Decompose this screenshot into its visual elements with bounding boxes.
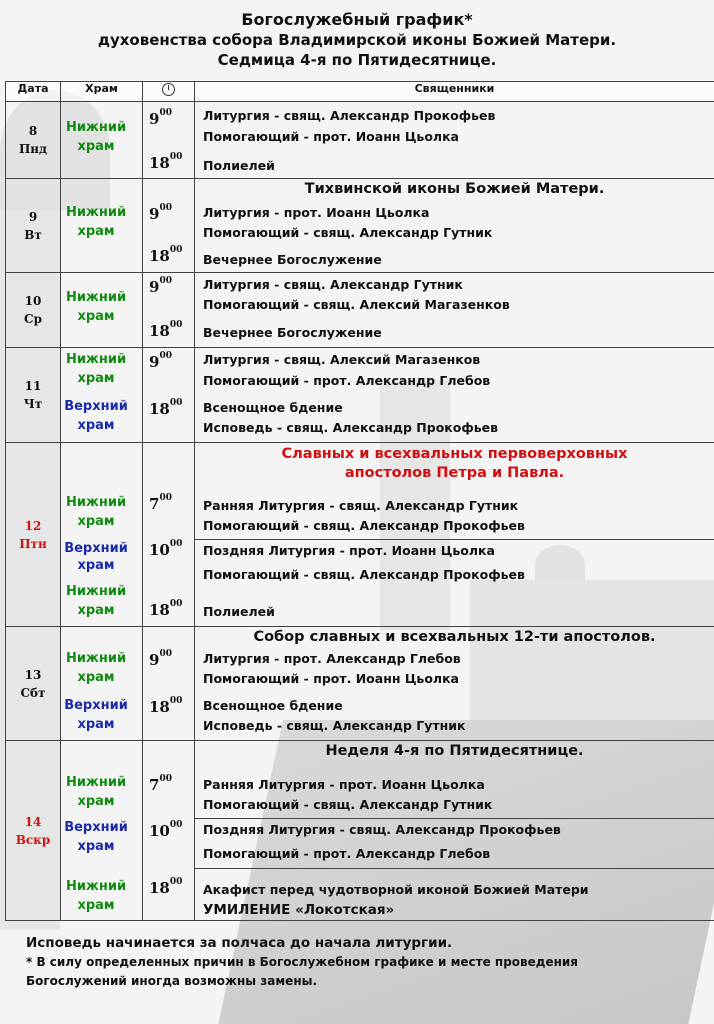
temple-upper: Верхний храм [64, 820, 128, 854]
service-time: $7^{00}$ [149, 774, 172, 794]
temple-cell [61, 273, 143, 348]
feast-title: Тихвинской иконы Божией Матери. [304, 181, 605, 197]
service-line: Поздняя Литургия - свящ. Александр Прокофьев [203, 822, 561, 837]
service-line: Помогающий - прот. Иоанн Цьолка [203, 671, 459, 686]
service-line: Литургия - свящ. Александр Гутник [203, 277, 463, 292]
weekday: Пнд [18, 142, 48, 156]
service-time: $9^{00}$ [149, 203, 172, 223]
service-line: Литургия - прот. Иоанн Цьолка [203, 205, 430, 220]
temple-cell [61, 102, 143, 179]
day-number: 12 [24, 518, 42, 533]
clergy-cell [195, 348, 714, 443]
schedule-table [5, 81, 714, 921]
service-line: Литургия - прот. Александр Глебов [203, 651, 461, 666]
time-cell [143, 102, 195, 179]
time-cell [143, 443, 195, 627]
service-line: Помогающий - прот. Александр Глебов [203, 373, 491, 388]
service-line: Исповедь - свящ. Александр Прокофьев [203, 420, 499, 435]
service-time: $18^{00}$ [149, 398, 183, 418]
day-number: 11 [24, 379, 42, 393]
date-cell [6, 627, 61, 741]
time-cell [143, 627, 195, 741]
title-line-1: Богослужебный график* [241, 10, 473, 29]
date-cell [6, 348, 61, 443]
footer-line-2: * В силу определенных причин в Богослужебном графике и месте проведения [26, 955, 578, 969]
service-time: $18^{00}$ [149, 696, 183, 716]
service-line: Помогающий - свящ. Александр Прокофьев [203, 567, 525, 582]
service-line: Вечернее Богослужение [203, 325, 382, 340]
divider [195, 818, 714, 819]
table-row [6, 179, 714, 273]
temple-lower: Нижний храм [65, 120, 127, 154]
feast-title: апостолов Петра и Павла. [344, 465, 565, 481]
temple-lower: Нижний храм [65, 584, 127, 618]
weekday: Птн [19, 536, 47, 551]
weekday: Вскр [15, 832, 51, 847]
temple-lower: Нижний храм [65, 651, 127, 685]
time-cell [143, 179, 195, 273]
service-time: $9^{00}$ [149, 108, 172, 128]
weekday: Сбт [20, 685, 46, 700]
service-line: Помогающий - свящ. Алексий Магазенков [203, 297, 510, 312]
service-time: $7^{00}$ [149, 493, 172, 513]
table-row [6, 348, 714, 443]
temple-cell [61, 741, 143, 921]
title-line-2: духовенства собора Владимирской иконы Божией Матери. [97, 31, 617, 49]
temple-upper: Верхний храм [64, 399, 128, 433]
service-line: Полиелей [203, 158, 275, 173]
service-line: Всенощное бдение [203, 698, 343, 713]
temple-lower: Нижний храм [65, 352, 127, 386]
date-cell [6, 741, 61, 921]
date-cell [6, 443, 61, 627]
divider [195, 539, 714, 540]
temple-cell [61, 443, 143, 627]
service-line: Помогающий - свящ. Александр Гутник [203, 225, 493, 240]
day-number: 10 [24, 294, 42, 308]
day-number: 14 [24, 814, 42, 829]
footer-notes [26, 933, 706, 991]
page-title [0, 0, 714, 70]
day-number: 13 [24, 667, 42, 682]
clergy-cell [195, 102, 714, 179]
col-clergy: Священники [195, 82, 714, 102]
temple-lower: Нижний храм [65, 879, 127, 913]
service-time: $18^{00}$ [149, 152, 183, 172]
temple-lower: Нижний храм [65, 495, 127, 529]
temple-cell [61, 348, 143, 443]
divider [195, 868, 714, 869]
service-line: Литургия - свящ. Алексий Магазенков [203, 352, 481, 367]
clergy-cell [195, 741, 714, 921]
service-line: Полиелей [203, 604, 275, 619]
table-row [6, 443, 714, 627]
service-time: $18^{00}$ [149, 877, 183, 897]
footer-line-3: Богослужений иногда возможны замены. [26, 974, 318, 988]
table-row [6, 741, 714, 921]
temple-lower: Нижний храм [65, 205, 127, 239]
service-line: Помогающий - прот. Александр Глебов [203, 846, 491, 861]
time-cell [143, 273, 195, 348]
feast-title: Собор славных и всехвальных 12-ти апостолов. [253, 629, 656, 645]
service-line: Всенощное бдение [203, 400, 343, 415]
service-time: $18^{00}$ [149, 245, 183, 265]
service-line: Ранняя Литургия - прот. Иоанн Цьолка [203, 777, 485, 792]
temple-upper: Верхний храм [64, 698, 128, 732]
clergy-cell [195, 273, 714, 348]
table-row [6, 627, 714, 741]
temple-upper: Верхний храм [64, 541, 128, 573]
service-line: Поздняя Литургия - прот. Иоанн Цьолка [203, 543, 495, 558]
col-temple: Храм [61, 82, 143, 102]
table-row [6, 273, 714, 348]
date-cell [6, 273, 61, 348]
time-cell [143, 348, 195, 443]
col-date: Дата [6, 82, 61, 102]
service-line: Помогающий - свящ. Александр Прокофьев [203, 518, 525, 533]
clock-icon [162, 83, 175, 96]
service-time: $10^{00}$ [149, 539, 183, 559]
service-time: $9^{00}$ [149, 351, 172, 371]
service-line: Акафист перед чудотворной иконой Божией Матери [203, 882, 589, 897]
temple-lower: Нижний храм [65, 775, 127, 809]
weekday: Вт [24, 227, 42, 242]
title-line-3: Седмица 4-я по Пятидесятнице. [217, 51, 497, 69]
footer-line-1: Исповедь начинается за полчаса до начала литургии. [26, 935, 453, 951]
service-line: УМИЛЕНИЕ «Локотская» [203, 902, 395, 918]
weekday: Чт [23, 397, 43, 411]
service-line: Помогающий - прот. Иоанн Цьолка [203, 129, 459, 144]
weekday: Ср [24, 312, 42, 326]
service-line: Исповедь - свящ. Александр Гутник [203, 718, 466, 733]
feast-title: Славных и всехвальных первоверховных [281, 446, 628, 462]
time-cell [143, 741, 195, 921]
service-line: Литургия - свящ. Александр Прокофьев [203, 108, 496, 123]
temple-lower: Нижний храм [65, 290, 127, 324]
service-time: $9^{00}$ [149, 649, 172, 669]
temple-cell [61, 627, 143, 741]
day-number: 8 [28, 124, 38, 138]
service-time: $18^{00}$ [149, 320, 183, 340]
col-time [143, 82, 195, 102]
clergy-cell [195, 627, 714, 741]
temple-cell [61, 179, 143, 273]
feast-title: Неделя 4-я по Пятидесятнице. [325, 743, 584, 759]
service-line: Ранняя Литургия - свящ. Александр Гутник [203, 498, 519, 513]
clergy-cell [195, 443, 714, 627]
table-header-row [6, 82, 714, 102]
date-cell [6, 102, 61, 179]
clergy-cell [195, 179, 714, 273]
service-time: $18^{00}$ [149, 599, 183, 619]
table-row [6, 102, 714, 179]
service-line: Помогающий - свящ. Александр Гутник [203, 797, 493, 812]
day-number: 9 [28, 209, 38, 224]
service-line: Вечернее Богослужение [203, 252, 382, 267]
service-time: $10^{00}$ [149, 820, 183, 840]
date-cell [6, 179, 61, 273]
service-time: $9^{00}$ [149, 276, 172, 296]
